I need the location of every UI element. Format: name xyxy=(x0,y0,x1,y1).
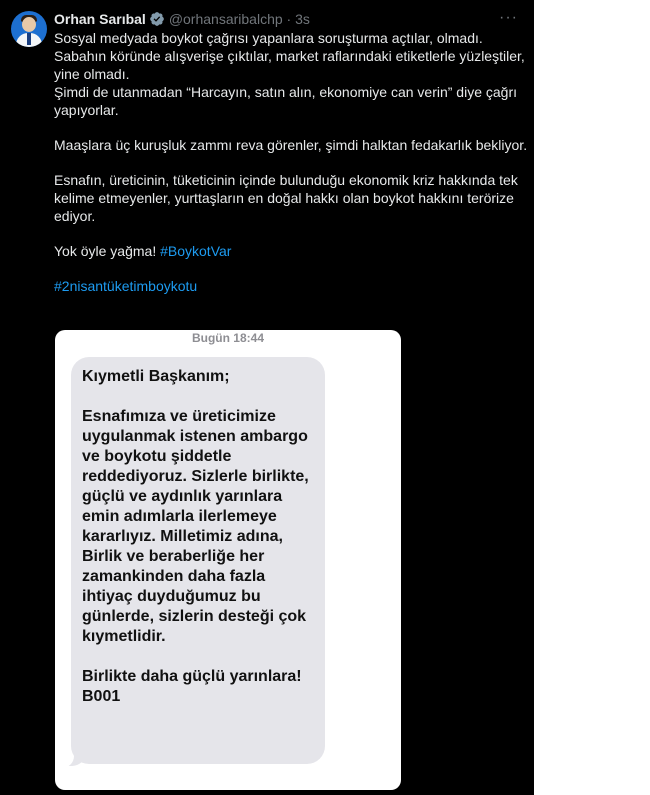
verified-badge-icon[interactable] xyxy=(149,11,165,31)
more-icon[interactable]: ··· xyxy=(499,9,518,26)
message-greeting: Kıymetli Başkanım; xyxy=(82,368,230,385)
tweet-header xyxy=(54,10,524,28)
message-date: Bugün 18:44 xyxy=(191,331,264,345)
message-bubble xyxy=(71,357,325,764)
closing-text: Yok öyle yağma! xyxy=(54,243,157,259)
message-closing: Birlikte daha güçlü yarınlara! xyxy=(82,668,302,685)
tweet-line-3: Şimdi de utanmadan “Harcayın, satın alın, ekonomiye can verin” diye çağrı yapıyorlar. xyxy=(54,84,518,118)
author-handle[interactable]: @orhansaribalchp xyxy=(168,11,283,27)
tweet-text xyxy=(54,29,528,295)
author-name[interactable]: Orhan Sarıbal xyxy=(54,11,146,27)
timestamp[interactable]: 3s xyxy=(295,11,310,27)
avatar-tie xyxy=(27,33,31,45)
tweet-closing xyxy=(54,242,528,260)
message-sender-code: B001 xyxy=(82,688,121,705)
message-body: Esnafımıza ve üreticimize uygulanmak istenen ambargo ve boykotu şiddetle reddediyoruz. Sizlerle birlikte, güçlü ve aydınlık yarınlara emin adımlarla ilerlemeye kararlıyız. Milletimiz adına, Birlik ve beraberliğe her zamankinden daha fazla ihtiyaç duyduğumuz bu günlerde, sizlerin desteği çok kıymetlidir. xyxy=(82,408,309,645)
tweet-paragraph-3: Esnafın, üreticinin, tüketicinin içinde bulunduğu ekonomik kriz hakkında tek kelime etmeyenler, yurttaşların en doğal hakkı olan boykot hakkını terörize ediyor. xyxy=(54,172,518,224)
tweet-line-2: Sabahın köründe alışverişe çıktılar, market raflarındaki etiketlerle yüzleştiler, yine olmadı. xyxy=(54,48,525,82)
avatar[interactable] xyxy=(11,11,47,47)
hashtag-boykotvar[interactable]: #BoykotVar xyxy=(160,243,232,259)
tweet-paragraph-2: Maaşlara üç kuruşluk zammı reva görenler, şimdi halktan fedakarlık bekliyor. xyxy=(54,137,528,153)
tweet-line-1: Sosyal medyada boykot çağrısı yapanlara soruşturma açtılar, olmadı. xyxy=(54,30,483,46)
hashtag-2nisan[interactable]: #2nisantüketimboykotu xyxy=(54,278,198,294)
message-screenshot[interactable] xyxy=(55,330,401,790)
avatar-face xyxy=(22,17,36,32)
separator: · xyxy=(286,11,292,27)
